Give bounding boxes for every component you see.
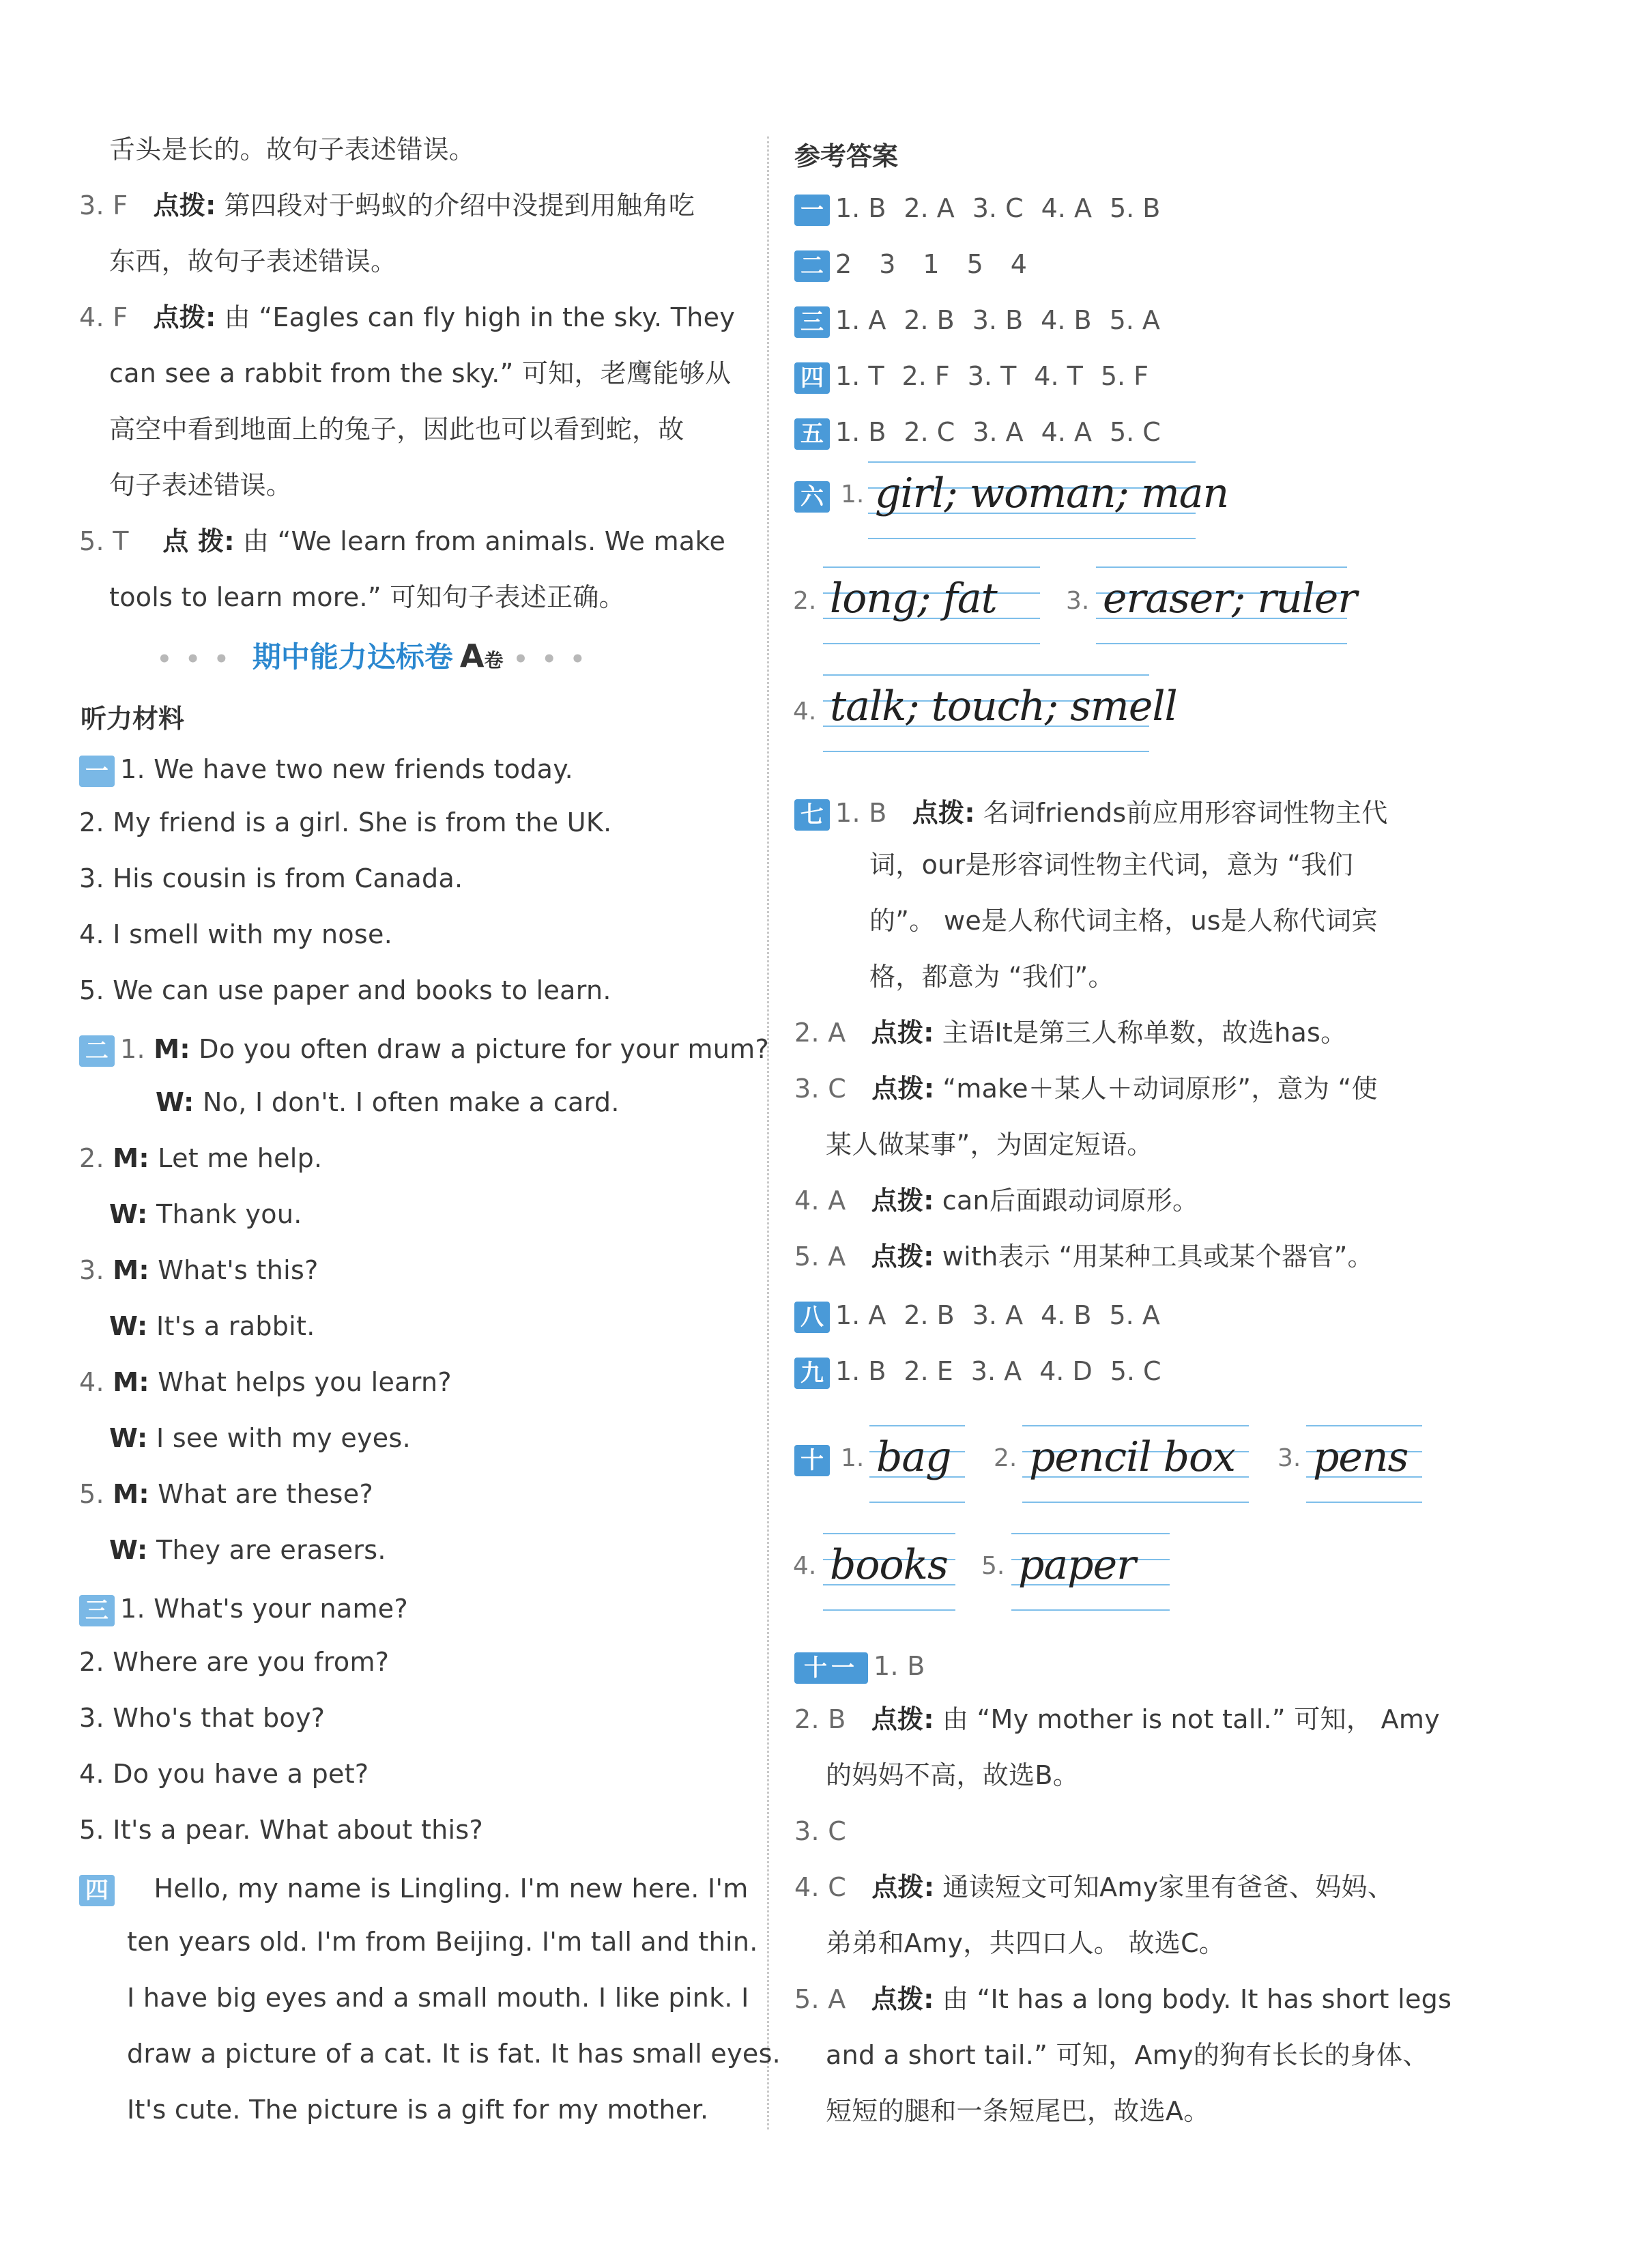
column-divider [767,137,769,2129]
explanation-line: 句子表述错误。 [109,470,293,500]
listening-title: 听力材料 [81,704,185,734]
section-badge: 九 [794,1358,830,1389]
section-badge: 二 [794,250,830,282]
listening-item: 2. Where are you from? [79,1647,390,1677]
handwriting-number: 3. [1277,1444,1301,1472]
listening-item: 2. My friend is a girl. She is from the UK. [79,807,612,837]
explanation-line: can see a rabbit from the sky.” 可知，老鹰能够从 [109,358,732,388]
section-badge: 四 [794,362,830,394]
section-badge: 五 [794,418,830,450]
dialogue-line: W: It's a rabbit. [109,1311,315,1341]
handwriting-number: 4. [793,698,817,726]
listening-item: 5. It's a pear. What about this? [79,1815,483,1845]
dialogue-line: 2. M: Let me help. [79,1143,323,1173]
explanation-line: tools to learn more.” 可知句子表述正确。 [109,582,625,612]
section-badge: 四 [79,1875,115,1906]
explanation-line: 某人做某事”，为固定短语。 [826,1130,1153,1160]
handwriting-answer: pens [1306,1425,1422,1500]
title-dots-left: ••• [157,646,243,673]
explanation-line: 4. F 点拨: 由 “Eagles can fly high in the sky. They [79,302,736,332]
handwriting-number: 4. [793,1552,817,1580]
listening-item: 5. We can use paper and books to learn. [79,975,611,1005]
explanation-line: 的”。 we是人称代词主格，us是人称代词宾 [869,906,1378,936]
explanation-line: 3. C 点拨: “make＋某人＋动词原形”，意为 “使 [794,1074,1378,1104]
section-badge: 十一 [794,1652,868,1684]
dialogue-line: 4. M: What helps you learn? [79,1367,452,1397]
section-badge: 一 [79,756,115,787]
explanation-line: 4. A 点拨: can后面跟动词原形。 [794,1186,1199,1216]
test-title: ••• 期中能力达标卷 A卷 ••• [157,637,599,674]
section-badge: 七 [794,799,830,831]
handwriting-answer: bag [869,1425,965,1500]
handwriting-number: 2. [793,587,817,615]
handwriting-number: 1. [841,480,865,508]
listening-item: 一 1. We have two new friends today. [79,751,573,788]
answer-row: 三 1. A 2. B 3. B 4. B 5. A [794,302,1178,339]
explanation-line: 短短的腿和一条短尾巴，故选A。 [826,2096,1210,2126]
dialogue-line: W: They are erasers. [109,1535,386,1565]
listening-item: 4. Do you have a pet? [79,1759,369,1789]
handwriting-number: 2. [994,1444,1017,1472]
passage-line: ten years old. I'm from Beijing. I'm tall and thin. [127,1927,758,1957]
explanation-line: and a short tail.” 可知，Amy的狗有长长的身体、 [826,2040,1429,2070]
handwriting-answer: paper [1011,1533,1170,1608]
handwriting-answer: books [823,1533,955,1608]
dialogue-line: 3. M: What's this? [79,1255,319,1285]
explanation-line: 十一 1. B [794,1648,925,1684]
explanation-line: 4. C 点拨: 通读短文可知Amy家里有爸爸、妈妈、 [794,1872,1394,1902]
listening-item: 4. I smell with my nose. [79,919,393,949]
explanation-line: 2. A 点拨: 主语It是第三人称单数，故选has。 [794,1018,1347,1048]
handwriting-number: 5. [981,1552,1005,1580]
explanation-line: 舌头是长的。故句子表述错误。 [109,134,476,164]
dialogue-line: W: I see with my eyes. [109,1423,411,1453]
answer-row: 二 2 3 1 5 4 [794,246,1045,283]
passage-line: It's cute. The picture is a gift for my mother. [127,2095,709,2125]
answers-title: 参考答案 [794,141,899,171]
title-dots-right: ••• [513,646,599,673]
dialogue-line: 二 1. M: Do you often draw a picture for your mum? [79,1031,769,1067]
explanation-line: 七 1. B 点拨: 名词friends前应用形容词性物主代 [794,794,1388,831]
passage-line: draw a picture of a cat. It is fat. It has small eyes. [127,2039,781,2069]
section-badge: 二 [79,1035,115,1067]
explanation-line: 的妈妈不高，故选B。 [826,1760,1080,1790]
passage-line: I have big eyes and a small mouth. I like pink. I [127,1983,749,2013]
dialogue-line: W: No, I don't. I often make a card. [156,1087,620,1117]
handwriting-answer: eraser; ruler [1096,566,1347,642]
handwriting-answer: talk; touch; smell [823,674,1149,749]
section-badge: 十 [794,1445,830,1476]
explanation-line: 高空中看到地面上的兔子，因此也可以看到蛇，故 [109,414,684,444]
section-badge: 一 [794,195,830,226]
explanation-line: 词，our是形容词性物主代词，意为 “我们 [869,850,1354,880]
handwriting-number: 3. [1066,587,1090,615]
explanation-line: 3. C [794,1816,847,1846]
section-badge: 三 [79,1595,115,1626]
explanation-line: 5. A 点拨: with表示 “用某种工具或某个器官”。 [794,1241,1374,1272]
handwriting-number: 1. [841,1444,865,1472]
handwriting-answer: pencil box [1022,1425,1249,1500]
answer-row [794,1440,835,1477]
explanation-line: 格，都意为 “我们”。 [869,962,1114,992]
explanation-line: 东西，故句子表述错误。 [109,246,397,276]
answer-row: 四 1. T 2. F 3. T 4. T 5. F [794,358,1166,394]
listening-item: 3. Who's that boy? [79,1703,326,1733]
listening-item: 3. His cousin is from Canada. [79,863,463,893]
explanation-line: 5. A 点拨: 由 “It has a long body. It has short legs [794,1984,1452,2014]
explanation-line: 2. B 点拨: 由 “My mother is not tall.” 可知， Amy [794,1704,1440,1734]
explanation-line: 3. F 点拨: 第四段对于蚂蚁的介绍中没提到用触角吃 [79,190,695,220]
listening-item: 三 1. What's your name? [79,1590,408,1627]
answer-row [794,476,835,513]
dialogue-line: W: Thank you. [109,1199,302,1229]
answer-row: 八 1. A 2. B 3. A 4. B 5. A [794,1297,1178,1334]
section-badge: 三 [794,306,830,338]
answer-row: 一 1. B 2. A 3. C 4. A 5. B [794,190,1178,227]
handwriting-answer: girl; woman; man [868,461,1196,536]
handwriting-answer: long; fat [823,566,1040,642]
answer-row: 五 1. B 2. C 3. A 4. A 5. C [794,414,1179,450]
answer-row: 九 1. B 2. E 3. A 4. D 5. C [794,1353,1179,1390]
explanation-line: 弟弟和Amy，共四口人。 故选C。 [826,1928,1226,1958]
section-badge: 八 [794,1302,830,1333]
section-badge: 六 [794,481,830,513]
dialogue-line: 5. M: What are these? [79,1479,373,1509]
passage-line: 四 Hello, my name is Lingling. I'm new here. I'm [79,1870,749,1907]
explanation-line: 5. T 点 拨: 由 “We learn from animals. We make [79,526,726,556]
